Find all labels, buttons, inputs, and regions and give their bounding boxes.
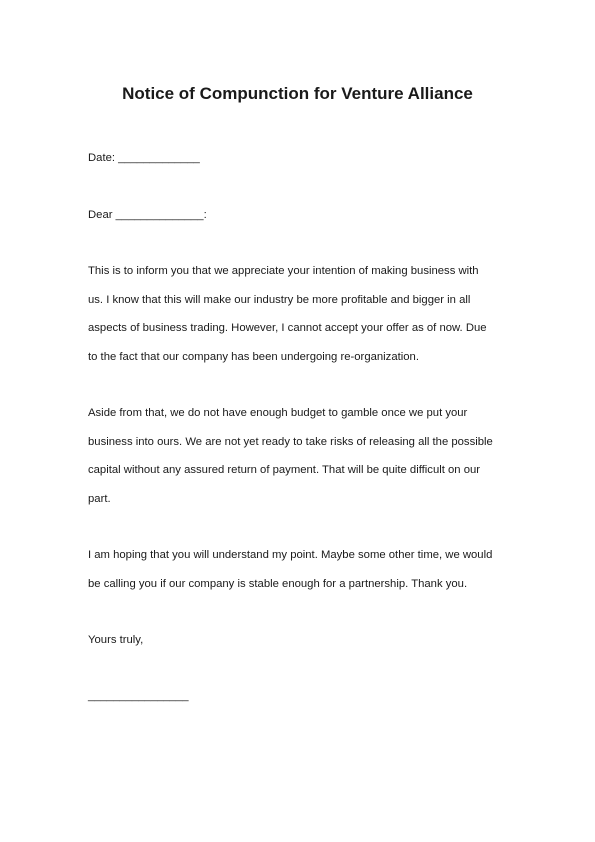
paragraph-line: part. bbox=[88, 492, 111, 505]
document-title: Notice of Compunction for Venture Alliance bbox=[122, 84, 473, 103]
paragraph-line: capital without any assured return of payment. That will be quite difficult on our bbox=[88, 464, 481, 476]
body-paragraph-1 bbox=[88, 257, 518, 371]
body-paragraph-2 bbox=[88, 399, 518, 513]
paragraph-line: to the fact that our company has been undergoing re-organization. bbox=[88, 350, 419, 363]
paragraph-line: aspects of business trading. However, I cannot accept your offer as of now. Due bbox=[88, 322, 487, 334]
date-line: Date: _____________ bbox=[88, 152, 200, 164]
closing: Yours truly, bbox=[88, 634, 144, 646]
body-paragraph-3 bbox=[88, 541, 518, 598]
paragraph-line: Aside from that, we do not have enough budget to gamble once we put your bbox=[88, 407, 468, 419]
salutation: Dear ______________: bbox=[88, 209, 207, 221]
paragraph-line: This is to inform you that we appreciate your intention of making business with bbox=[88, 265, 479, 277]
paragraph-line: us. I know that this will make our industry be more profitable and bigger in all bbox=[88, 293, 471, 306]
paragraph-line: business into ours. We are not yet ready to take risks of releasing all the possible bbox=[88, 435, 493, 448]
signature-line: ________________ bbox=[88, 690, 189, 702]
paragraph-line: be calling you if our company is stable enough for a partnership. Thank you. bbox=[88, 577, 468, 590]
paragraph-line: I am hoping that you will understand my point. Maybe some other time, we would bbox=[88, 549, 493, 561]
